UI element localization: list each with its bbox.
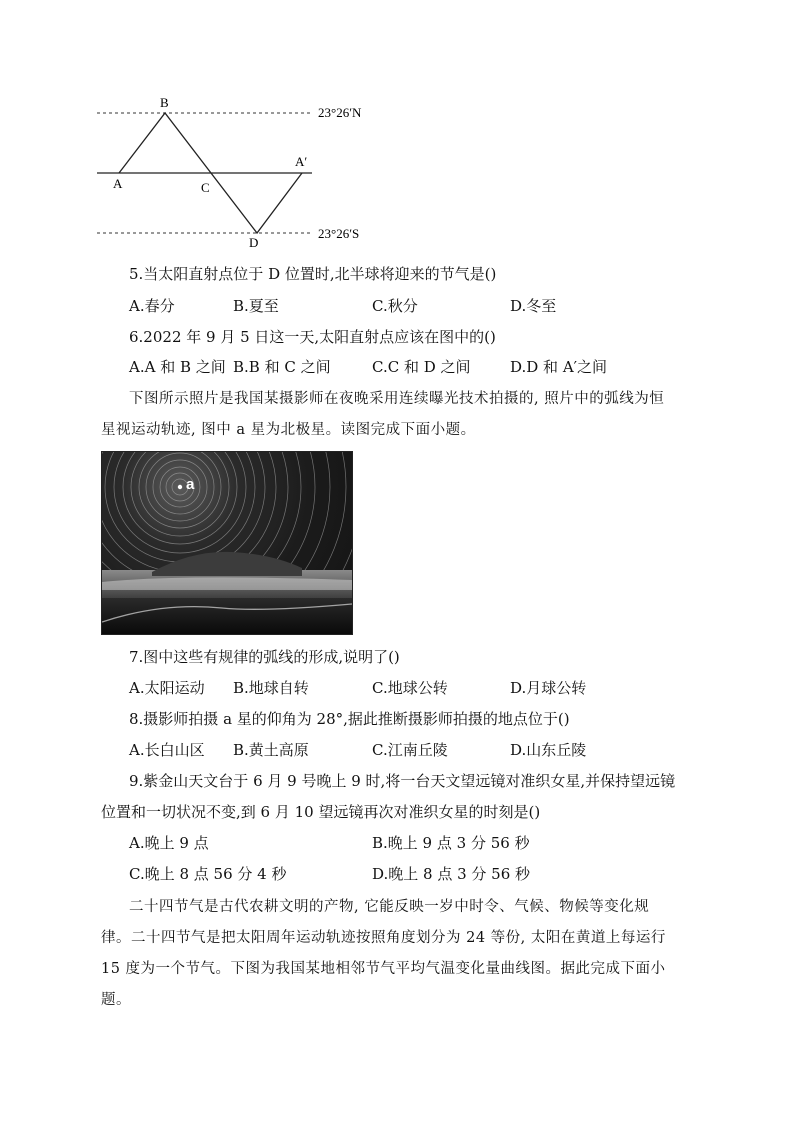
point-A-label: A [113, 176, 123, 191]
question-7-stem: 7.图中这些有规律的弧线的形成,说明了() [129, 648, 400, 666]
polaris-star [178, 485, 182, 489]
solar-terms-intro-line-1: 二十四节气是古代农耕文明的产物, 它能反映一岁中时令、气候、物候等变化规 [129, 899, 650, 915]
star-trails-photo [101, 451, 353, 635]
question-9-option-a: A.晚上 9 点 [129, 834, 209, 852]
question-8-option-b: B.黄土高原 [233, 741, 309, 759]
question-9-stem-line-1: 9.紫金山天文台于 6 月 9 号晚上 9 时,将一台天文望远镜对准织女星,并保持望远镜 [129, 772, 676, 790]
question-5-option-c: C.秋分 [372, 297, 418, 315]
question-6-option-d: D.D 和 A′之间 [510, 358, 608, 376]
question-6-option-b: B.B 和 C 之间 [233, 358, 331, 376]
point-A-prime-label: A′ [295, 154, 308, 169]
question-8-option-a: A.长白山区 [129, 741, 205, 759]
question-8-option-d: D.山东丘陵 [510, 741, 587, 759]
latitude-north-label: 23°26′N [318, 105, 362, 120]
star-trails-image [102, 452, 352, 634]
question-9-option-c: C.晚上 8 点 56 分 4 秒 [129, 865, 287, 883]
question-5-stem: 5.当太阳直射点位于 D 位置时,北半球将迎来的节气是() [129, 265, 497, 283]
photo-intro-line-2: 星视运动轨迹, 图中 a 星为北极星。读图完成下面小题。 [101, 422, 476, 438]
photo-intro-line-1: 下图所示照片是我国某摄影师在夜晚采用连续曝光技术拍摄的, 照片中的弧线为恒 [129, 391, 665, 407]
question-5-option-d: D.冬至 [510, 297, 557, 315]
question-6-option-a: A.A 和 B 之间 [129, 358, 226, 376]
question-8-option-c: C.江南丘陵 [372, 741, 448, 759]
solar-path-diagram [0, 0, 794, 260]
question-7-option-b: B.地球自转 [233, 679, 309, 697]
point-C-label: C [201, 180, 210, 195]
point-B-label: B [160, 95, 169, 110]
latitude-south-label: 23°26′S [318, 226, 360, 241]
question-5-option-a: A.春分 [129, 297, 175, 315]
question-8-stem: 8.摄影师拍摄 a 星的仰角为 28°,据此推断摄影师拍摄的地点位于() [129, 710, 570, 728]
question-9-option-b: B.晚上 9 点 3 分 56 秒 [372, 834, 530, 852]
question-7-option-d: D.月球公转 [510, 679, 587, 697]
question-6-stem: 6.2022 年 9 月 5 日这一天,太阳直射点应该在图中的() [129, 328, 496, 346]
star-a-label: a [186, 476, 195, 493]
question-9-stem-line-2: 位置和一切状况不变,到 6 月 10 望远镜再次对准织女星的时刻是() [101, 803, 541, 821]
solar-terms-intro-line-3: 15 度为一个节气。下图为我国某地相邻节气平均气温变化量曲线图。据此完成下面小 [101, 961, 666, 977]
question-7-option-c: C.地球公转 [372, 679, 448, 697]
question-5-option-b: B.夏至 [233, 297, 279, 315]
solar-terms-intro-line-2: 律。二十四节气是把太阳周年运动轨迹按照角度划分为 24 等份, 太阳在黄道上每运行 [101, 930, 666, 946]
question-7-option-a: A.太阳运动 [129, 679, 205, 697]
question-6-option-c: C.C 和 D 之间 [372, 358, 471, 376]
solar-terms-intro-line-4: 题。 [101, 992, 131, 1008]
point-D-label: D [249, 235, 259, 250]
question-9-option-d: D.晚上 8 点 3 分 56 秒 [372, 865, 531, 883]
